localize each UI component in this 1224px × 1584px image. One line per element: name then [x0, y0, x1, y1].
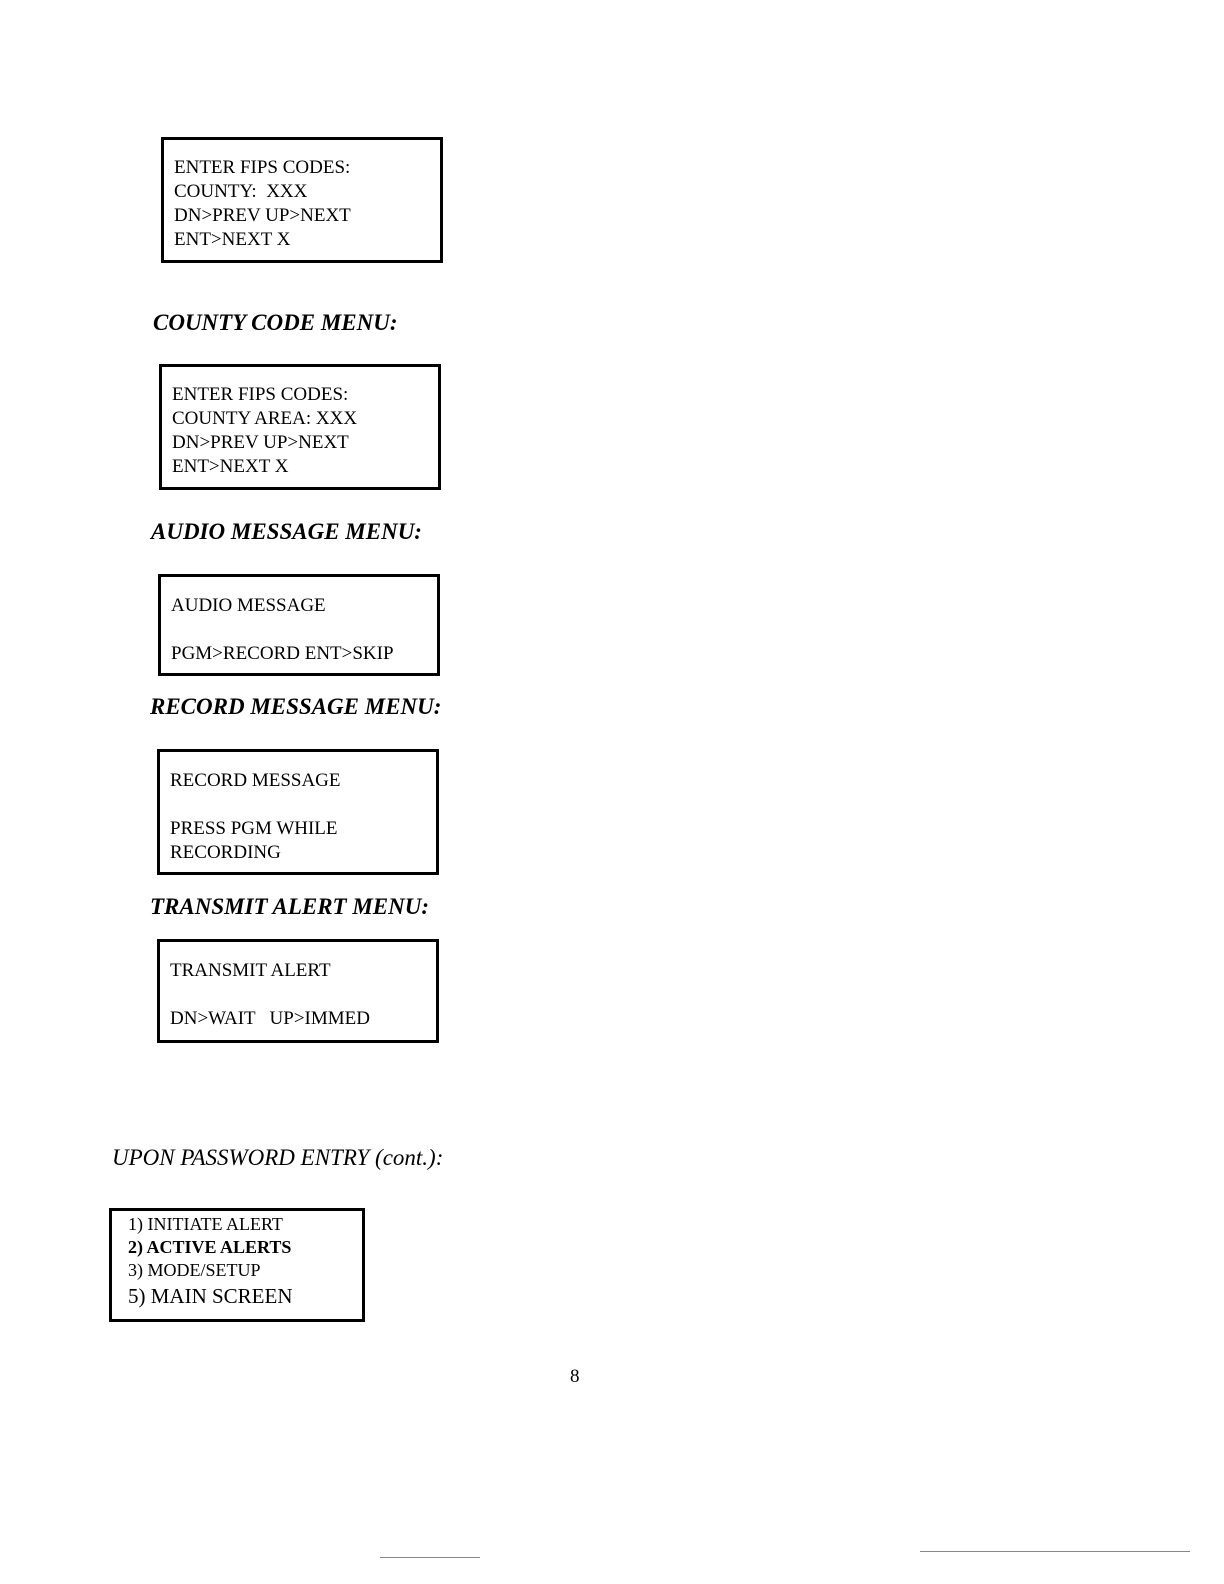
lcd-line: COUNTY: XXX — [174, 181, 308, 202]
password-entry-heading: UPON PASSWORD ENTRY (cont.): — [112, 1145, 444, 1170]
lcd-line: COUNTY AREA: XXX — [172, 408, 358, 429]
lcd-line: RECORD MESSAGE — [170, 770, 341, 791]
lcd-line: TRANSMIT ALERT — [170, 960, 331, 981]
lcd-line: DN>PREV UP>NEXT — [172, 432, 349, 453]
menu-item-active-alerts: 2) ACTIVE ALERTS — [128, 1237, 292, 1257]
lcd-line: RECORDING — [170, 842, 281, 863]
lcd-line: DN>PREV UP>NEXT — [174, 205, 351, 226]
lcd-line: ENTER FIPS CODES: — [172, 384, 349, 405]
record-message-menu-heading: RECORD MESSAGE MENU: — [150, 694, 442, 719]
lcd-county-code-menu — [159, 364, 441, 490]
menu-item-initiate-alert: 1) INITIATE ALERT — [128, 1214, 283, 1234]
scan-artifact-line — [380, 1557, 480, 1558]
lcd-audio-message-menu — [158, 574, 440, 676]
lcd-line: ENTER FIPS CODES: — [174, 157, 351, 178]
lcd-record-message-menu — [157, 749, 439, 875]
lcd-county-entry — [161, 137, 443, 263]
lcd-line: ENT>NEXT X — [174, 229, 291, 250]
lcd-line: ENT>NEXT X — [172, 456, 289, 477]
lcd-transmit-alert-menu — [157, 939, 439, 1043]
county-code-menu-heading: COUNTY CODE MENU: — [153, 310, 398, 335]
lcd-line — [171, 618, 437, 642]
menu-item-mode-setup: 3) MODE/SETUP — [128, 1260, 261, 1280]
scan-artifact-line — [920, 1551, 1190, 1552]
menu-item-main-screen: 5) MAIN SCREEN — [128, 1284, 293, 1308]
lcd-line: PGM>RECORD ENT>SKIP — [171, 643, 394, 664]
lcd-line: AUDIO MESSAGE — [171, 595, 326, 616]
transmit-alert-menu-heading: TRANSMIT ALERT MENU: — [150, 894, 430, 919]
password-menu-box — [109, 1208, 365, 1322]
audio-message-menu-heading: AUDIO MESSAGE MENU: — [151, 519, 422, 544]
lcd-line: DN>WAIT UP>IMMED — [170, 1008, 370, 1029]
lcd-line — [170, 983, 436, 1007]
lcd-line — [170, 793, 436, 817]
lcd-line: PRESS PGM WHILE — [170, 818, 338, 839]
page-number: 8 — [570, 1366, 580, 1387]
